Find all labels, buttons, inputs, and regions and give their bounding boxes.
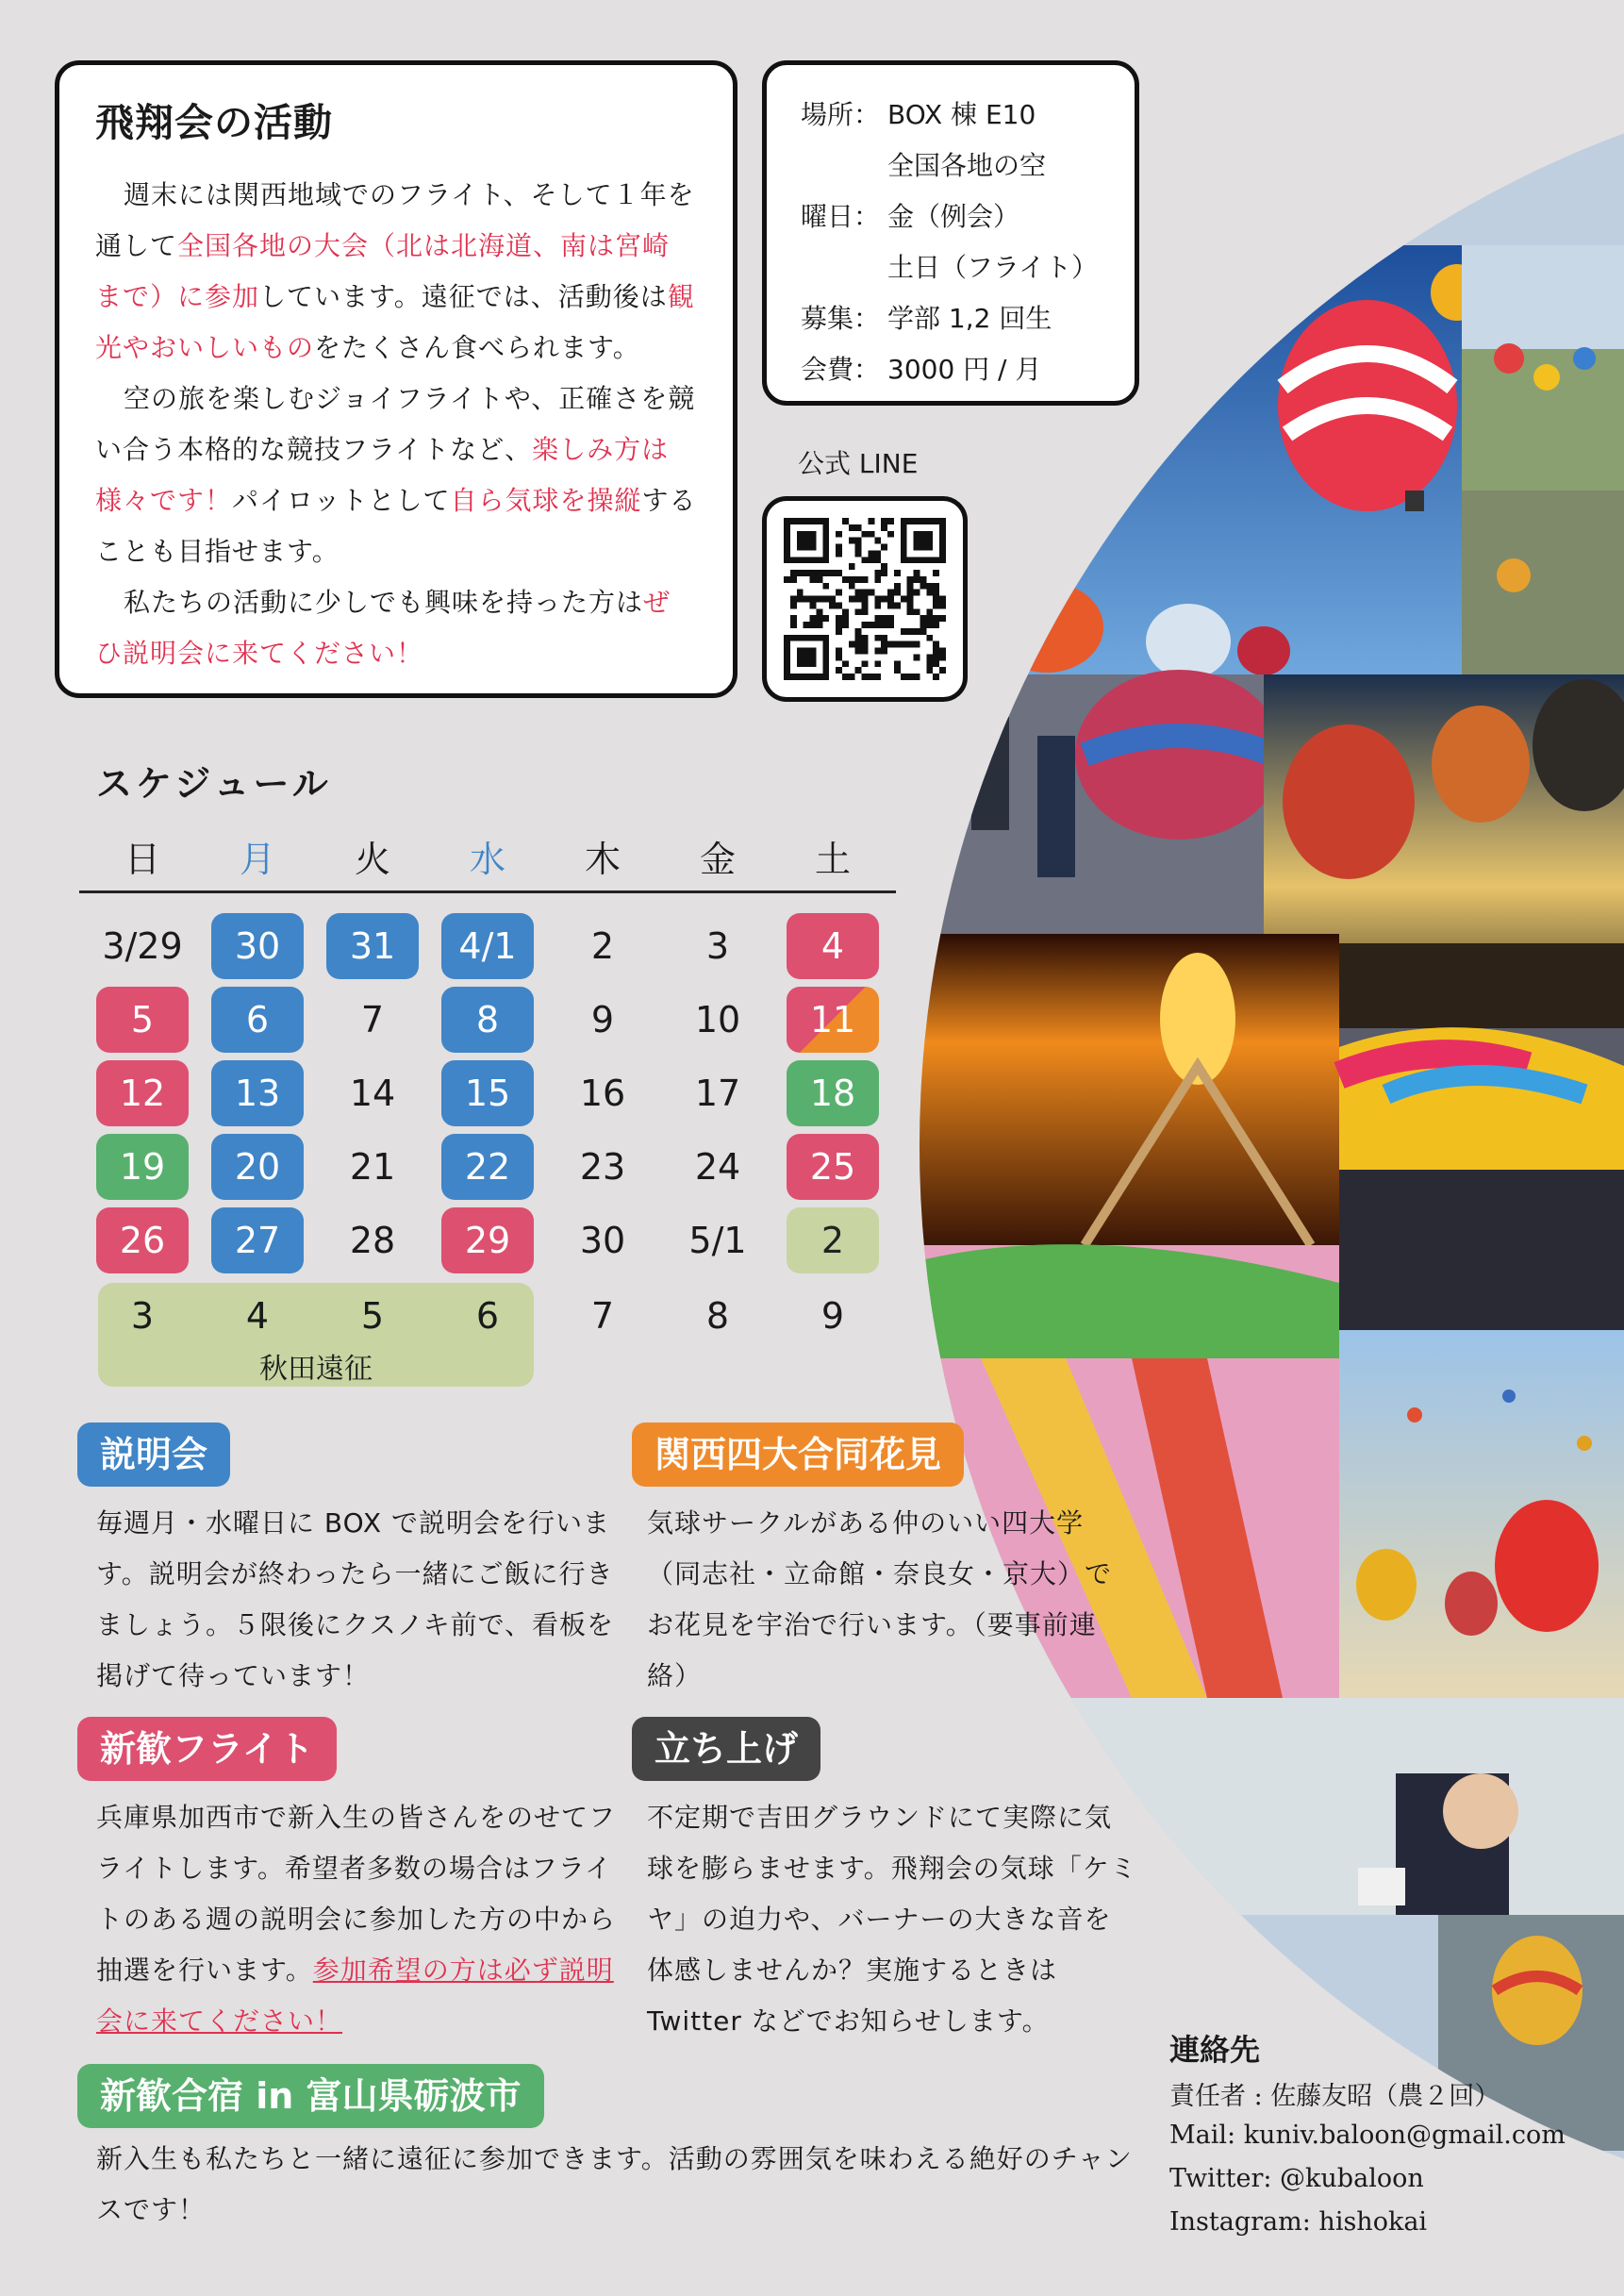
activity-text: 週末には関西地域でのフライト、そして１年を通して bbox=[95, 179, 695, 261]
calendar-day: 9 bbox=[590, 999, 615, 1040]
contact-title: 連絡先 bbox=[1169, 2032, 1261, 2068]
calendar-day: 26 bbox=[96, 1207, 189, 1273]
gasshuku-tag: 新歓合宿 in 富山県砺波市 bbox=[77, 2064, 544, 2128]
calendar-day: 9 bbox=[820, 1295, 845, 1337]
calendar-day: 24 bbox=[694, 1146, 741, 1188]
shinkan-flight-notice: 参加希望の方は必ず説明会に来てください！ bbox=[96, 1955, 614, 2037]
tachiage-tag: 立ち上げ bbox=[632, 1717, 820, 1781]
activity-highlight: ぜひ説明会に来てください！ bbox=[95, 587, 671, 669]
calendar-day: 27 bbox=[211, 1207, 304, 1273]
calendar-day: 11 bbox=[787, 987, 879, 1053]
weekday-divider bbox=[79, 890, 896, 893]
akita-trip-label: 秋田遠征 bbox=[259, 1353, 373, 1386]
schedule-title: スケジュール bbox=[96, 763, 332, 805]
calendar-day: 29 bbox=[441, 1207, 534, 1273]
info-value: 3000 円 / 月 bbox=[887, 354, 1042, 385]
contact-mail[interactable]: Mail: kuniv.baloon@gmail.com bbox=[1169, 2121, 1566, 2150]
activity-text: することも目指せます。 bbox=[95, 485, 697, 567]
calendar-day: 4/1 bbox=[441, 913, 534, 979]
calendar-day: 22 bbox=[441, 1134, 534, 1200]
gasshuku-text: 新入生も私たちと一緒に遠征に参加できます。活動の雰囲気を味わえる絶好のチャンスです！ bbox=[96, 2143, 1133, 2225]
calendar-day: 21 bbox=[349, 1146, 396, 1188]
calendar-day: 20 bbox=[211, 1134, 304, 1200]
calendar-day: 28 bbox=[349, 1220, 396, 1261]
setsumeikai-text: 毎週月・水曜日に BOX で説明会を行います。説明会が終わったら一緒にご飯に行きましょう。５限後にクスノキ前で、看板を掲げて待っています！ bbox=[96, 1507, 615, 1691]
activity-text: しています。遠征では、活動後は bbox=[259, 281, 668, 312]
calendar-day: 5 bbox=[360, 1295, 385, 1337]
info-key: 場所： bbox=[801, 99, 881, 130]
calendar-day: 31 bbox=[326, 913, 419, 979]
contact-person: 責任者 : 佐藤友昭（農２回） bbox=[1169, 2082, 1500, 2111]
calendar-day: 14 bbox=[349, 1073, 396, 1114]
shinkan-flight-body: 兵庫県加西市で新入生の皆さんをのせてフライトします。希望者多数の場合はフライトのある週の説明会に参加した方の中から抽選を行います。 bbox=[96, 1802, 617, 1986]
hanami-text: 気球サークルがある仲のいい四大学（同志社・立命館・奈良女・京大）でお花見を宇治で行います。（要事前連絡） bbox=[647, 1507, 1113, 1691]
activity-highlight: 全国各地の大会（北は北海道、南は宮崎まで）に参加 bbox=[95, 230, 671, 312]
calendar-day: 13 bbox=[211, 1060, 304, 1126]
activity-paragraph-1 bbox=[95, 170, 697, 374]
activity-text: 空の旅を楽しむジョイフライトや、正確さを競い合う本格的な競技フライトなど、 bbox=[95, 383, 696, 465]
info-row-place bbox=[801, 90, 1101, 141]
info-key: 曜日： bbox=[801, 201, 881, 232]
calendar-day: 6 bbox=[211, 987, 304, 1053]
calendar-day: 30 bbox=[579, 1220, 626, 1261]
activity-highlight: 観光やおいしいもの bbox=[95, 281, 695, 363]
calendar-day: 10 bbox=[694, 999, 741, 1040]
shinkan-flight-text bbox=[96, 1792, 624, 2047]
weekday-2: 火 bbox=[354, 839, 390, 880]
activity-text: パイロットとして bbox=[232, 485, 451, 516]
calendar-day: 12 bbox=[96, 1060, 189, 1126]
line-qr-code[interactable] bbox=[762, 496, 968, 702]
info-box bbox=[762, 60, 1139, 406]
contact-twitter[interactable]: Twitter: @kubaloon bbox=[1169, 2164, 1424, 2193]
info-value: 土日（フライト） bbox=[887, 252, 1099, 283]
calendar-day: 16 bbox=[579, 1073, 626, 1114]
calendar-day: 3 bbox=[130, 1295, 155, 1337]
weekday-5: 金 bbox=[699, 839, 736, 880]
qr-code-icon bbox=[784, 518, 946, 680]
info-value: 学部 1,2 回生 bbox=[887, 303, 1052, 334]
calendar-day: 3 bbox=[705, 925, 730, 967]
activity-highlight: 自ら気球を操縦 bbox=[450, 485, 642, 516]
calendar-day: 5/1 bbox=[688, 1220, 747, 1261]
activity-highlight: 楽しみ方は様々です！ bbox=[95, 434, 670, 516]
calendar-day: 17 bbox=[694, 1073, 741, 1114]
calendar-day: 4 bbox=[245, 1295, 270, 1337]
calendar-day: 25 bbox=[787, 1134, 879, 1200]
activity-paragraph-3 bbox=[95, 577, 697, 679]
weekday-4: 木 bbox=[584, 839, 621, 880]
info-value: BOX 棟 E10 bbox=[887, 99, 1036, 130]
activity-title: 飛翔会の活動 bbox=[95, 100, 333, 145]
calendar-day: 15 bbox=[441, 1060, 534, 1126]
weekday-1: 月 bbox=[239, 839, 275, 880]
calendar-day: 7 bbox=[360, 999, 385, 1040]
calendar-day: 2 bbox=[590, 925, 615, 967]
weekday-3: 水 bbox=[469, 839, 505, 880]
tachiage-text: 不定期で吉田グラウンドにて実際に気球を膨らませます。飛翔会の気球「ケミヤ」の迫力や、バーナーの大きな音を体感しませんか？実施するときは Twitter などでお知らせします。 bbox=[647, 1802, 1137, 2037]
calendar-day: 18 bbox=[787, 1060, 879, 1126]
info-row-fee bbox=[801, 344, 1101, 395]
info-row-recruit bbox=[801, 293, 1101, 344]
calendar-day: 6 bbox=[475, 1295, 500, 1337]
calendar-day: 2 bbox=[787, 1207, 879, 1273]
setsumeikai-tag: 説明会 bbox=[77, 1423, 230, 1487]
info-row-day-2 bbox=[801, 242, 1101, 293]
contact-instagram[interactable]: Instagram: hishokai bbox=[1169, 2207, 1428, 2237]
calendar-day: 8 bbox=[441, 987, 534, 1053]
activity-text: をたくさん食べられます。 bbox=[314, 332, 640, 363]
weekday-6: 土 bbox=[814, 839, 851, 880]
calendar-day: 23 bbox=[579, 1146, 626, 1188]
calendar-day: 4 bbox=[787, 913, 879, 979]
weekday-0: 日 bbox=[124, 839, 160, 880]
info-key bbox=[801, 242, 887, 293]
info-row-day bbox=[801, 191, 1101, 242]
hanami-tag: 関西四大合同花見 bbox=[632, 1423, 964, 1487]
info-key: 会費： bbox=[801, 354, 881, 385]
calendar-day: 8 bbox=[705, 1295, 730, 1337]
info-key bbox=[801, 141, 887, 191]
activity-paragraph-2 bbox=[95, 374, 697, 577]
info-row-place-2 bbox=[801, 141, 1101, 191]
calendar-day: 19 bbox=[96, 1134, 189, 1200]
line-label: 公式 LINE bbox=[798, 448, 919, 479]
calendar-day: 3/29 bbox=[102, 925, 183, 967]
weekday-header bbox=[79, 830, 896, 880]
calendar-day: 30 bbox=[211, 913, 304, 979]
info-value: 全国各地の空 bbox=[887, 150, 1047, 181]
activity-box bbox=[55, 60, 737, 698]
info-key: 募集： bbox=[801, 303, 881, 334]
shinkan-flight-tag: 新歓フライト bbox=[77, 1717, 337, 1781]
calendar-day: 5 bbox=[96, 987, 189, 1053]
activity-text: 私たちの活動に少しでも興味を持った方は bbox=[124, 587, 644, 618]
calendar-day: 7 bbox=[590, 1295, 615, 1337]
info-value: 金（例会） bbox=[887, 201, 1020, 232]
